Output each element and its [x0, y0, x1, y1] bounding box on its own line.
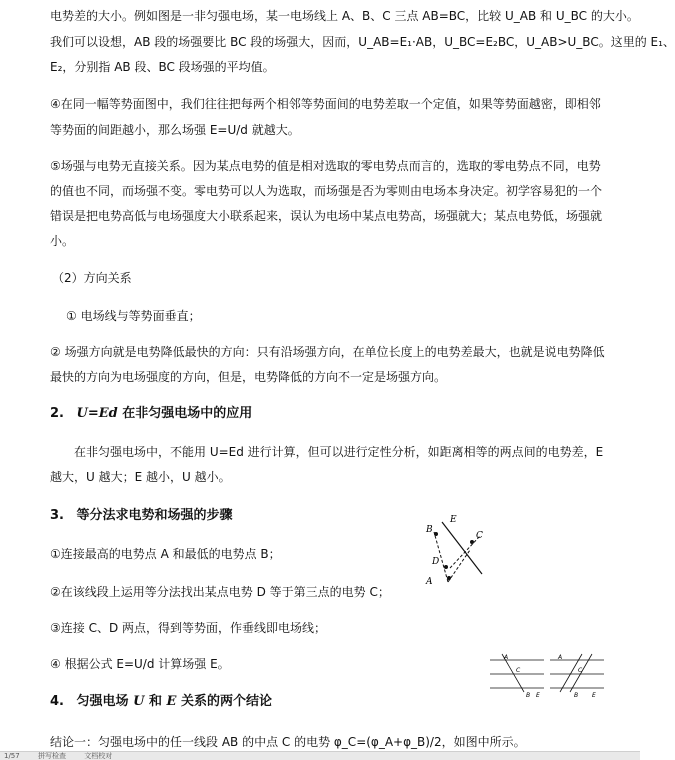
point-b	[434, 532, 438, 536]
text-line-conclusion: 结论一：匀强电场中的任一线段 AB 的中点 C 的电势 φ_C=(φ_A+φ_B)/2，如图中所示。	[50, 735, 526, 749]
label-e: E	[536, 692, 540, 699]
heading-number: 2.	[50, 406, 64, 421]
heading-symbol-u: U	[133, 694, 145, 709]
text-line-8: 错误是把电势高低与电场强度大小联系起来，误认为电场中某点电势高，场强就大；某点电势低，场强就	[50, 209, 603, 223]
text-line-4: ④在同一幅等势面图中，我们往往把每两个相邻等势面间的电势差取一个定值，如果等势面越密，即相邻	[50, 97, 601, 111]
text-line-13: 最快的方向为电场强度的方向，但是，电势降低的方向不一定是场强方向。	[50, 370, 447, 384]
label-e: E	[450, 515, 457, 525]
section-heading-2	[50, 406, 590, 422]
figure-uniform-field-left	[488, 650, 546, 700]
heading-text: 等分法求电势和场强的步骤	[76, 508, 233, 523]
heading-text-pre: 匀强电场	[76, 694, 129, 709]
text-line-10: （2）方向关系	[52, 271, 132, 285]
point-a	[447, 576, 451, 580]
label-a: A	[426, 577, 433, 587]
label-b: B	[574, 692, 579, 699]
heading-text: 在非匀强电场中的应用	[122, 406, 253, 421]
label-a: A	[504, 654, 509, 661]
point-d	[444, 565, 448, 569]
point-c	[470, 540, 474, 544]
text-line-11: ① 电场线与等势面垂直；	[66, 309, 201, 323]
label-d: D	[432, 557, 440, 567]
text-line-1: 电势差的大小。例如图是一非匀强电场，某一电场线上 A、B、C 三点 AB=BC，比较 U_AB 和 U_BC 的大小。	[50, 9, 639, 23]
step-4: ④ 根据公式 E=U/d 计算场强 E。	[50, 657, 230, 671]
status-bar	[0, 751, 640, 760]
text-line-15: 越大，U 越大；E 越小，U 越小。	[50, 470, 231, 484]
figure-uniform-field-right	[548, 650, 606, 700]
text-line-9: 小。	[50, 234, 75, 248]
heading-number: 4.	[50, 694, 64, 709]
label-c: C	[578, 667, 583, 674]
section-heading-3	[50, 508, 400, 524]
heading-formula: U=Ed	[76, 406, 118, 421]
text-line-5: 等势面的间距越小，那么场强 E=U/d 就越大。	[50, 123, 300, 137]
label-c: C	[476, 531, 483, 541]
figure-equipotential-points	[420, 512, 500, 590]
label-a: A	[558, 654, 563, 661]
label-e: E	[592, 692, 596, 699]
text-line-14: 在非匀强电场中，不能用 U=Ed 进行计算，但可以进行定性分析，如距离相等的两点间的电势差，E	[74, 445, 604, 459]
text-line-6: ⑤场强与电势无直接关系。因为某点电势的值是相对选取的零电势点而言的，选取的零电势点不同，电势	[50, 159, 601, 173]
section-heading-4	[50, 694, 400, 710]
step-2: ②在该线段上运用等分法找出某点电势 D 等于第三点的电势 C；	[50, 585, 390, 599]
label-b: B	[526, 692, 531, 699]
heading-symbol-e: E	[166, 694, 177, 709]
proofread-button[interactable]: 文档校对	[84, 752, 113, 760]
step-1: ①连接最高的电势点 A 和最低的电势点 B；	[50, 547, 281, 561]
heading-text-mid: 和	[148, 694, 162, 709]
label-b: B	[426, 525, 433, 535]
text-line-2: 我们可以设想，AB 段的场强要比 BC 段的场强大，因而，U_AB=E₁·AB，U_BC=E₂BC，U_AB>U_BC。这里的 E₁、	[50, 35, 675, 49]
label-c: C	[516, 667, 521, 674]
step-3: ③连接 C、D 两点，得到等势面，作垂线即电场线；	[50, 621, 327, 635]
text-line-7: 的值也不同，而场强不变。零电势可以人为选取，而场强是否为零则由电场本身决定。初学容易犯的一个	[50, 184, 603, 198]
field-line-e	[442, 522, 482, 574]
page-indicator: 1/57	[4, 752, 20, 760]
text-line-3: E₂，分别指 AB 段、BC 段场强的平均值。	[50, 60, 275, 74]
heading-text-post: 关系的两个结论	[180, 694, 272, 709]
heading-number: 3.	[50, 508, 64, 523]
spell-check-button[interactable]: 拼写检查	[37, 752, 66, 760]
text-line-12: ② 场强方向就是电势降低最快的方向：只有沿场强方向，在单位长度上的电势差最大，也就是说电势降低	[50, 345, 605, 359]
